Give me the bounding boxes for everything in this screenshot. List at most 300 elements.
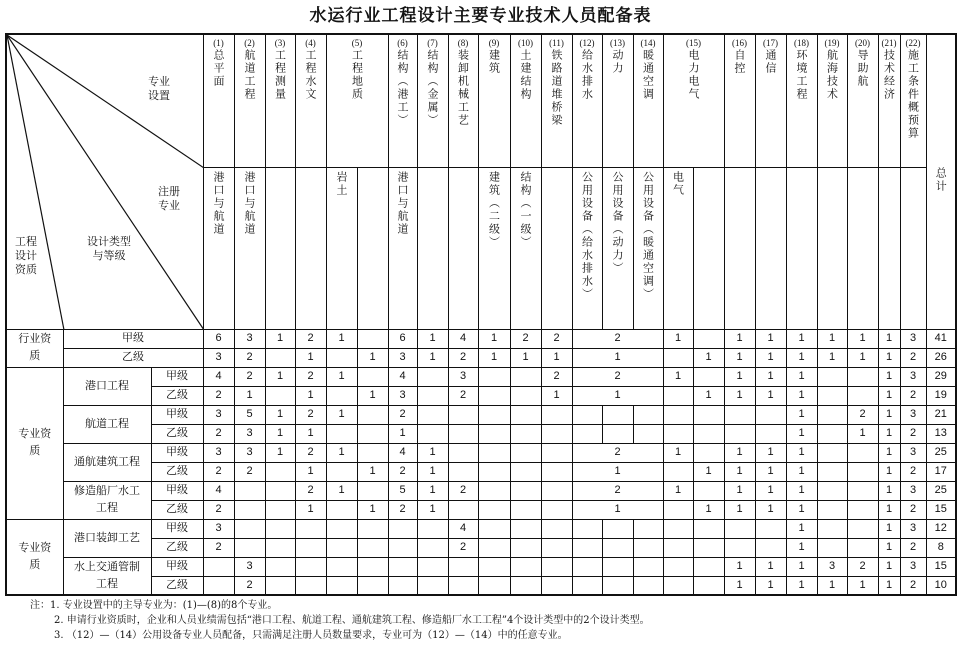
value-cell: 4 [388, 443, 417, 462]
value-cell: 1 [878, 405, 900, 424]
table-row [6, 557, 956, 576]
value-cell [817, 500, 847, 519]
value-cell: 2 [847, 405, 878, 424]
column-header-17 [755, 34, 786, 167]
column-name: 通信 [764, 49, 777, 75]
column-name: 施工条件概预算 [906, 49, 920, 140]
value-cell: 1 [572, 500, 663, 519]
column-header-19 [817, 34, 847, 167]
column-number: (13) [610, 38, 625, 48]
value-cell: 1 [847, 576, 878, 595]
grade-label: 乙级 [151, 386, 203, 405]
value-cell: 1 [357, 348, 388, 367]
value-cell: 2 [448, 538, 478, 557]
value-cell: 1 [724, 462, 755, 481]
value-cell: 1 [572, 386, 663, 405]
value-cell [417, 424, 448, 443]
registered-specialty-cell [693, 167, 724, 329]
value-cell: 2 [203, 538, 234, 557]
value-cell: 4 [448, 329, 478, 348]
value-cell: 1 [878, 443, 900, 462]
value-cell: 1 [478, 348, 510, 367]
value-cell: 2 [295, 443, 326, 462]
column-number: (12) [579, 38, 595, 48]
value-cell: 1 [878, 576, 900, 595]
value-cell: 1 [510, 348, 541, 367]
grade-label: 乙级 [151, 576, 203, 595]
value-cell: 1 [755, 576, 786, 595]
value-cell: 1 [786, 367, 817, 386]
value-cell: 1 [326, 443, 357, 462]
qualification-group: 专业资质 [6, 367, 63, 519]
value-cell [541, 405, 572, 424]
value-cell: 1 [878, 367, 900, 386]
value-cell [357, 329, 388, 348]
value-cell [265, 538, 295, 557]
value-cell: 1 [663, 443, 693, 462]
value-cell [693, 443, 724, 462]
value-cell: 1 [693, 462, 724, 481]
value-cell: 6 [388, 329, 417, 348]
value-cell: 1 [878, 519, 900, 538]
registered-specialty-cell [357, 167, 388, 329]
value-cell [265, 557, 295, 576]
total-cell: 13 [926, 424, 956, 443]
grade-label: 乙级 [63, 348, 203, 367]
total-label: 总计 [934, 167, 948, 194]
column-number: (14) [640, 38, 656, 48]
value-cell: 1 [878, 348, 900, 367]
value-cell: 2 [572, 367, 663, 386]
value-cell: 4 [203, 367, 234, 386]
value-cell: 3 [388, 386, 417, 405]
value-cell: 1 [417, 443, 448, 462]
column-number: (8) [457, 38, 469, 48]
registered-specialty-cell [295, 167, 326, 329]
column-number: (19) [824, 38, 840, 48]
value-cell [633, 557, 663, 576]
value-cell [357, 405, 388, 424]
value-cell: 1 [234, 386, 265, 405]
registered-specialty-cell [265, 167, 295, 329]
registered-specialty-cell [602, 167, 633, 329]
value-cell: 2 [234, 462, 265, 481]
grade-label: 乙级 [151, 424, 203, 443]
value-cell [357, 443, 388, 462]
grade-label: 甲级 [151, 367, 203, 386]
table-row [6, 405, 956, 424]
registered-specialty: 港口与航道 [212, 170, 225, 236]
registered-specialty-cell [900, 167, 926, 329]
value-cell [295, 538, 326, 557]
registered-specialty: 公用设备（暖通空调） [641, 170, 655, 301]
value-cell: 2 [900, 424, 926, 443]
corner-specialty-label: 专业设置 [148, 75, 170, 102]
column-header-12 [572, 34, 602, 167]
value-cell [510, 405, 541, 424]
value-cell: 1 [295, 500, 326, 519]
value-cell [417, 386, 448, 405]
registered-specialty-cell [633, 167, 663, 329]
diagonal-lines [7, 35, 203, 329]
value-cell: 1 [265, 405, 295, 424]
total-cell: 41 [926, 329, 956, 348]
value-cell [541, 481, 572, 500]
registered-specialty: 港口与航道 [396, 170, 409, 236]
value-cell [326, 557, 357, 576]
value-cell [817, 443, 847, 462]
grade-label: 甲级 [151, 481, 203, 500]
value-cell: 1 [817, 348, 847, 367]
column-number: (6) [397, 38, 408, 48]
value-cell [663, 424, 693, 443]
value-cell: 1 [755, 443, 786, 462]
value-cell: 2 [448, 386, 478, 405]
value-cell [265, 500, 295, 519]
column-name: 工程地质 [350, 49, 364, 101]
registered-specialty: 公用设备（动力） [611, 170, 624, 275]
value-cell: 3 [900, 405, 926, 424]
value-cell [326, 462, 357, 481]
value-cell [510, 481, 541, 500]
value-cell: 3 [203, 348, 234, 367]
column-name: 总平面 [212, 49, 225, 88]
value-cell: 2 [900, 576, 926, 595]
value-cell: 1 [724, 367, 755, 386]
design-type: 航道工程 [63, 405, 151, 443]
value-cell: 1 [847, 424, 878, 443]
value-cell [724, 405, 755, 424]
value-cell [817, 519, 847, 538]
value-cell: 1 [388, 424, 417, 443]
value-cell [663, 519, 693, 538]
value-cell [724, 519, 755, 538]
value-cell: 1 [878, 557, 900, 576]
value-cell: 2 [234, 367, 265, 386]
value-cell: 2 [572, 329, 663, 348]
column-name: 工程测量 [273, 49, 287, 101]
column-name: 铁路道堆桥梁 [550, 49, 563, 127]
value-cell [633, 576, 663, 595]
value-cell [693, 519, 724, 538]
value-cell [388, 519, 417, 538]
value-cell [663, 462, 693, 481]
value-cell [847, 538, 878, 557]
value-cell: 2 [900, 538, 926, 557]
value-cell: 3 [900, 519, 926, 538]
value-cell [265, 386, 295, 405]
value-cell [234, 519, 265, 538]
value-cell [326, 386, 357, 405]
value-cell [203, 576, 234, 595]
value-cell: 1 [878, 500, 900, 519]
registered-specialty-cell [478, 167, 510, 329]
value-cell [478, 405, 510, 424]
value-cell: 2 [203, 500, 234, 519]
value-cell: 3 [900, 557, 926, 576]
value-cell [663, 557, 693, 576]
value-cell [448, 576, 478, 595]
value-cell: 1 [417, 481, 448, 500]
column-header-16 [724, 34, 755, 167]
value-cell: 1 [786, 443, 817, 462]
value-cell [478, 386, 510, 405]
value-cell: 3 [203, 405, 234, 424]
registered-specialty-cell [234, 167, 265, 329]
column-name: 建筑 [487, 49, 501, 75]
value-cell [478, 576, 510, 595]
value-cell [602, 557, 633, 576]
value-cell [510, 443, 541, 462]
registered-specialty-cell [541, 167, 572, 329]
value-cell: 2 [900, 462, 926, 481]
value-cell [541, 500, 572, 519]
value-cell [478, 462, 510, 481]
value-cell: 1 [878, 329, 900, 348]
value-cell [572, 557, 602, 576]
grade-label: 乙级 [151, 500, 203, 519]
value-cell [541, 443, 572, 462]
total-cell: 10 [926, 576, 956, 595]
column-name: 结构（港工） [396, 49, 409, 127]
value-cell [663, 538, 693, 557]
value-cell [417, 538, 448, 557]
value-cell: 2 [234, 576, 265, 595]
value-cell [510, 462, 541, 481]
design-type: 港口工程 [63, 367, 151, 405]
value-cell: 2 [203, 424, 234, 443]
value-cell [326, 424, 357, 443]
value-cell: 1 [693, 348, 724, 367]
value-cell: 1 [357, 462, 388, 481]
total-cell: 29 [926, 367, 956, 386]
column-number: (15) [686, 38, 701, 48]
value-cell: 1 [878, 481, 900, 500]
value-cell: 3 [900, 367, 926, 386]
registered-specialty-cell [203, 167, 234, 329]
value-cell [663, 500, 693, 519]
total-cell: 15 [926, 500, 956, 519]
value-cell: 3 [817, 557, 847, 576]
column-number: (21) [881, 38, 897, 48]
value-cell [633, 538, 663, 557]
column-number: (20) [855, 38, 870, 48]
column-name: 暖通空调 [641, 49, 655, 101]
column-header-5 [326, 34, 388, 167]
registered-specialty: 港口与航道 [243, 170, 256, 236]
column-number: (2) [244, 38, 255, 48]
registered-specialty-cell [786, 167, 817, 329]
column-number: (7) [427, 38, 438, 48]
column-header-14 [633, 34, 663, 167]
value-cell: 1 [755, 367, 786, 386]
value-cell: 1 [755, 462, 786, 481]
value-cell: 1 [265, 443, 295, 462]
total-cell: 8 [926, 538, 956, 557]
value-cell: 1 [817, 329, 847, 348]
value-cell [541, 519, 572, 538]
value-cell: 2 [541, 367, 572, 386]
value-cell: 1 [724, 329, 755, 348]
page-title: 水运行业工程设计主要专业技术人员配备表 [309, 6, 652, 26]
value-cell [510, 500, 541, 519]
value-cell [724, 424, 755, 443]
value-cell [693, 329, 724, 348]
value-cell: 4 [203, 481, 234, 500]
value-cell: 3 [448, 367, 478, 386]
column-header-6 [388, 34, 417, 167]
value-cell [295, 519, 326, 538]
value-cell [847, 386, 878, 405]
value-cell: 1 [663, 329, 693, 348]
value-cell [724, 538, 755, 557]
column-name: 装卸机械工艺 [456, 49, 470, 127]
qualification-group: 专业资质 [6, 519, 63, 595]
column-number: (9) [488, 38, 500, 48]
value-cell: 1 [786, 462, 817, 481]
value-cell: 1 [724, 557, 755, 576]
value-cell [541, 462, 572, 481]
value-cell [847, 519, 878, 538]
value-cell: 1 [417, 329, 448, 348]
registered-specialty-cell [847, 167, 878, 329]
column-name: 结构（金属） [426, 49, 439, 127]
value-cell [478, 443, 510, 462]
design-type: 港口装卸工艺 [63, 519, 151, 557]
value-cell: 1 [755, 557, 786, 576]
value-cell [572, 405, 602, 424]
value-cell [388, 538, 417, 557]
value-cell [265, 576, 295, 595]
value-cell [693, 557, 724, 576]
value-cell [357, 481, 388, 500]
value-cell [602, 424, 633, 443]
value-cell [693, 576, 724, 595]
registered-specialty-cell [724, 167, 755, 329]
registered-specialty-cell [448, 167, 478, 329]
value-cell: 5 [234, 405, 265, 424]
value-cell: 3 [234, 329, 265, 348]
value-cell [417, 557, 448, 576]
value-cell: 2 [900, 386, 926, 405]
column-header-9 [478, 34, 510, 167]
value-cell: 1 [878, 386, 900, 405]
column-header-3 [265, 34, 295, 167]
value-cell: 1 [878, 462, 900, 481]
column-number: (18) [794, 38, 809, 48]
value-cell [602, 538, 633, 557]
value-cell [510, 367, 541, 386]
corner-design-type-label: 设计类型与等级 [87, 235, 131, 262]
value-cell [357, 519, 388, 538]
value-cell [602, 519, 633, 538]
value-cell: 2 [203, 462, 234, 481]
value-cell [693, 424, 724, 443]
value-cell: 1 [786, 386, 817, 405]
value-cell [295, 576, 326, 595]
value-cell [448, 557, 478, 576]
value-cell: 1 [755, 481, 786, 500]
value-cell: 1 [693, 386, 724, 405]
value-cell [602, 405, 633, 424]
value-cell: 1 [786, 576, 817, 595]
value-cell: 1 [786, 348, 817, 367]
value-cell [417, 576, 448, 595]
value-cell: 1 [417, 348, 448, 367]
column-header-13 [602, 34, 633, 167]
notes-prefix: 注： [30, 600, 50, 611]
value-cell: 1 [265, 424, 295, 443]
value-cell: 1 [755, 348, 786, 367]
total-cell: 15 [926, 557, 956, 576]
value-cell [478, 500, 510, 519]
column-name: 工程水文 [304, 49, 317, 101]
column-header-21 [878, 34, 900, 167]
value-cell [326, 576, 357, 595]
value-cell [265, 481, 295, 500]
value-cell [357, 557, 388, 576]
value-cell [478, 538, 510, 557]
value-cell: 2 [295, 405, 326, 424]
value-cell: 2 [295, 367, 326, 386]
column-name: 动力 [611, 49, 624, 75]
column-name: 航道工程 [243, 49, 256, 101]
total-cell: 25 [926, 443, 956, 462]
qualification-group: 行业资质 [6, 329, 63, 367]
design-type: 通航建筑工程 [63, 443, 151, 481]
total-header [926, 34, 956, 329]
value-cell: 1 [786, 519, 817, 538]
value-cell [755, 538, 786, 557]
column-header-4 [295, 34, 326, 167]
value-cell [510, 519, 541, 538]
value-cell: 2 [847, 557, 878, 576]
column-header-11 [541, 34, 572, 167]
registered-specialty-cell [510, 167, 541, 329]
value-cell: 3 [388, 348, 417, 367]
grade-label: 甲级 [151, 443, 203, 462]
value-cell [817, 424, 847, 443]
value-cell: 2 [572, 443, 663, 462]
value-cell: 1 [786, 405, 817, 424]
value-cell: 1 [847, 348, 878, 367]
value-cell: 4 [448, 519, 478, 538]
value-cell [847, 481, 878, 500]
design-type: 水上交通管制工程 [63, 557, 151, 595]
value-cell: 1 [265, 329, 295, 348]
value-cell [448, 462, 478, 481]
value-cell [693, 481, 724, 500]
column-number: (1) [213, 38, 224, 48]
value-cell [693, 538, 724, 557]
column-header-1 [203, 34, 234, 167]
value-cell [357, 424, 388, 443]
value-cell: 5 [388, 481, 417, 500]
value-cell [265, 519, 295, 538]
value-cell: 2 [388, 500, 417, 519]
value-cell: 1 [295, 386, 326, 405]
value-cell: 1 [326, 329, 357, 348]
value-cell: 1 [817, 576, 847, 595]
design-type: 修造船厂水工工程 [63, 481, 151, 519]
corner-header [6, 34, 203, 329]
registered-specialty-cell [417, 167, 448, 329]
grade-label: 乙级 [151, 462, 203, 481]
value-cell: 4 [388, 367, 417, 386]
grade-label: 甲级 [63, 329, 203, 348]
value-cell: 1 [878, 424, 900, 443]
value-cell: 2 [541, 329, 572, 348]
